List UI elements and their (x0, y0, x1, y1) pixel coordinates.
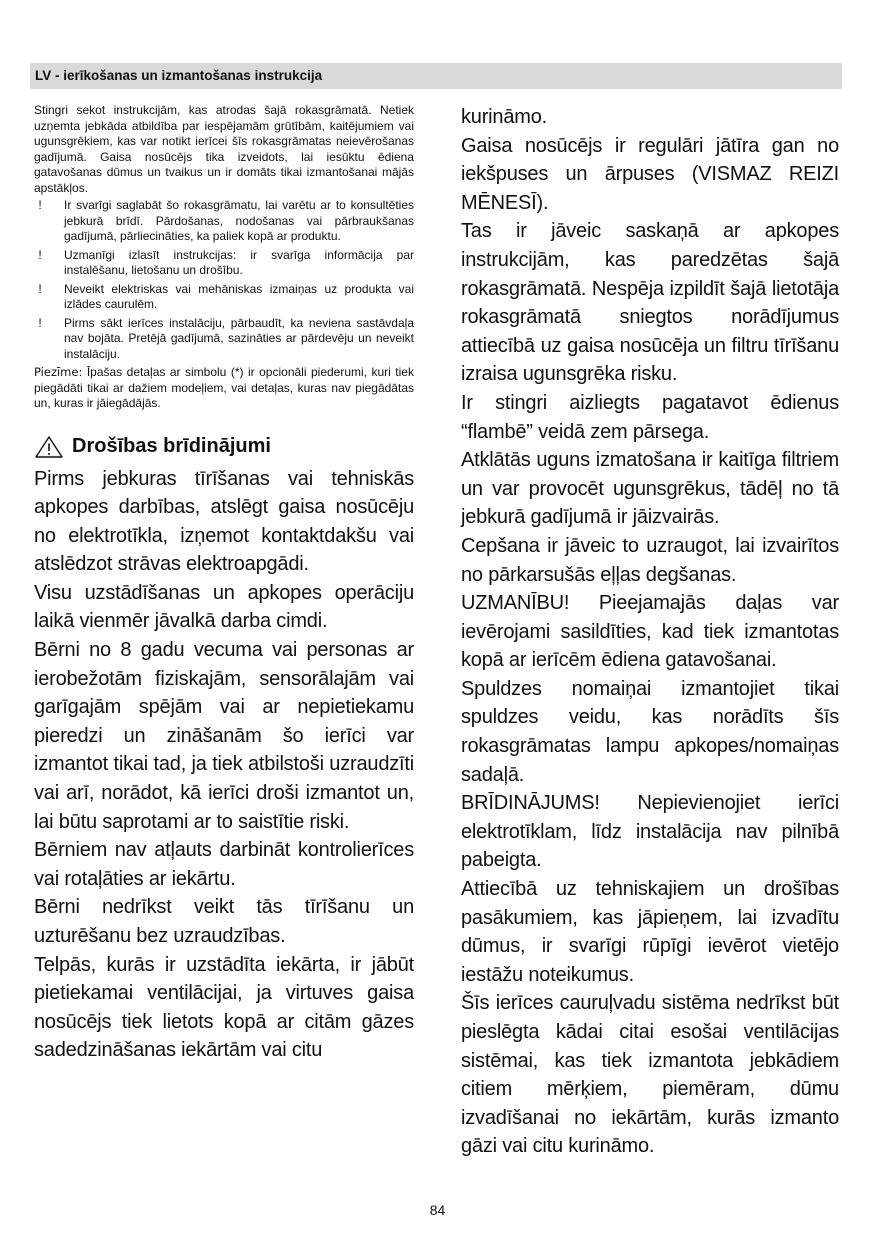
page-number: 84 (429, 1202, 446, 1218)
exclamation-icon: ! (38, 315, 42, 330)
section-title: LV - ierīkošanas un izmantošanas instrukcija (35, 68, 323, 83)
list-item: ! Neveikt elektriskas vai mehāniskas izmaiņas uz produkta vai izlādes caurulēm. (34, 282, 414, 313)
safety-paragraph: Ir stingri aizliegts pagatavot ēdienus “flambē” veidā zem pārsega. (461, 391, 839, 443)
safety-paragraph: kurināmo. (461, 106, 548, 128)
list-item: ! Pirms sākt ierīces instalāciju, pārbaudīt, ka neviena sastāvdaļa nav bojāta. Pretējā gadījumā, sazināties ar pārdevēju un neveikt instalāciju. (34, 316, 414, 363)
right-column (461, 103, 839, 1161)
safety-paragraph: Attiecībā uz tehniskajiem un drošības pasākumiem, kas jāpieņem, lai izvadītu dūmus, ir svarīgi rūpīgi ievērot vietējo iestāžu noteikumus. (461, 878, 839, 986)
safety-paragraph: Telpās, kurās ir uzstādīta iekārta, ir jābūt pietiekamai ventilācijai, ja virtuves gaisa nosūcējs tiek lietots kopā ar citām gāzes sadedzināšanas iekārtām vai citu (34, 953, 414, 1062)
safety-paragraph: Tas ir jāveic saskaņā ar apkopes instrukcijām, kas paredzētas šajā rokasgrāmatā. Nespēja izpildīt šajā lietotāja rokasgrāmatā sniegtos norādījumus attiecībā uz gaisa nosūcēja un filtru tīrīšanu izraisa ugunsgrēka risku. (461, 220, 839, 386)
safety-heading-text: Drošības brīdinājumi (72, 435, 271, 457)
left-column (34, 103, 414, 1065)
intro-block (34, 103, 414, 412)
safety-paragraph: Gaisa nosūcējs ir regulāri jātīra gan no iekšpuses un ārpuses (VISMAZ REIZI MĒNESĪ). (461, 134, 839, 214)
safety-paragraph: Cepšana ir jāveic to uzraugot, lai izvairītos no pārkarsušās eļļas degšanas. (461, 534, 839, 586)
safety-paragraph: Visu uzstādīšanas un apkopes operāciju laikā vienmēr jāvalkā darba cimdi. (34, 581, 414, 633)
note-label: Piezīme: (34, 365, 83, 379)
note-paragraph (34, 365, 414, 412)
list-item: ! Uzmanīgi izlasīt instrukcijas: ir svarīga informācija par instalēšanu, lietošanu un drošību. (34, 248, 414, 279)
exclamation-icon: ! (38, 281, 42, 296)
intro-bullet-list (34, 198, 414, 362)
list-item: ! Ir svarīgi saglabāt šo rokasgrāmatu, lai varētu ar to konsultēties jebkurā brīdī. Pārdošanas, nodošanas vai pārbraukšanas gadījumā, pārliecināties, ka paliek kopā ar produktu. (34, 198, 414, 245)
exclamation-icon: ! (38, 198, 42, 212)
intro-paragraph: Stingri sekot instrukcijām, kas atrodas šajā rokasgrāmatā. Netiek uzņemta jebkāda atbildība par iespējamām grūtībām, kaitējumiem vai ugunsgrēkiem, kas var notikt ierīcei šīs rokasgrāmatas neievērošanas gadījumā. Gaisa nosūcējs tika izveidots, lai iesūktu ēdiena gatavošanas dūmus un tvaikus un ir domāts tikai izmantošanai mājās apstākļos. (34, 103, 414, 195)
safety-paragraph: Atklātās uguns izmatošana ir kaitīga filtriem un var provocēt ugunsgrēkus, tādēļ no tā jebkurā gadījumā ir jāizvairās. (461, 449, 839, 529)
section-header (30, 63, 842, 89)
safety-paragraph: Bērni no 8 gadu vecuma vai personas ar ierobežotām fiziskajām, sensorālajām vai garīgajām spējām vai ar nepietiekamu pieredzi un zināšanām šo ierīci var izmantot tikai tad, ja tiek atbilstoši uzraudzīti vai arī, norādot, kā ierīci droši izmantot un, lai būtu saprotami ar to saistītie riski. (34, 639, 414, 833)
safety-left-text (34, 465, 414, 1065)
safety-paragraph: Spuldzes nomaiņai izmantojiet tikai spuldzes veidu, kas norādīts šīs rokasgrāmatas lampu apkopes/nomaiņas sadaļā. (461, 677, 839, 786)
safety-paragraph: Pirms jebkuras tīrīšanas vai tehniskās apkopes darbības, atslēgt gaisa nosūcēju no elektrotīkla, izņemot kontaktdakšu vai atslēdzot strāvas elektroapgādi. (34, 467, 414, 576)
note-text: Īpašas detaļas ar simbolu (*) ir opcionāli piederumi, kuri tiek piegādāti tikai ar dažiem modeļiem, vai detaļas, kuras nav piegādātas un, kuras ir jāiegādājās. (34, 365, 414, 410)
safety-heading (34, 435, 414, 459)
safety-paragraph: Šīs ierīces cauruļvadu sistēma nedrīkst būt pieslēgta kādai citai esošai ventilācijas sistēmai, kas tiek izmantota jebkādiem citiem mērķiem, piemēram, dūmu izvadīšanai no iekārtām, kurās izmanto gāzi vai citu kurināmo. (461, 992, 839, 1158)
safety-paragraph: Bērniem nav atļauts darbināt kontrolierīces vai rotaļāties ar iekārtu. (34, 839, 414, 890)
safety-paragraph: UZMANĪBU! Pieejamajās daļas var ievērojami sasildīties, kad tiek izmantotas kopā ar ierīcēm ēdiena gatavošanai. (461, 592, 839, 672)
safety-paragraph: BRĪDINĀJUMS! Nepievienojiet ierīci elektrotīklam, līdz instalācija nav pilnībā pabeigta. (461, 792, 839, 872)
warning-triangle-icon (34, 435, 64, 459)
exclamation-icon: ! (38, 247, 42, 262)
safety-paragraph: Bērni nedrīkst veikt tās tīrīšanu un uzturēšanu bez uzraudzības. (34, 896, 414, 947)
